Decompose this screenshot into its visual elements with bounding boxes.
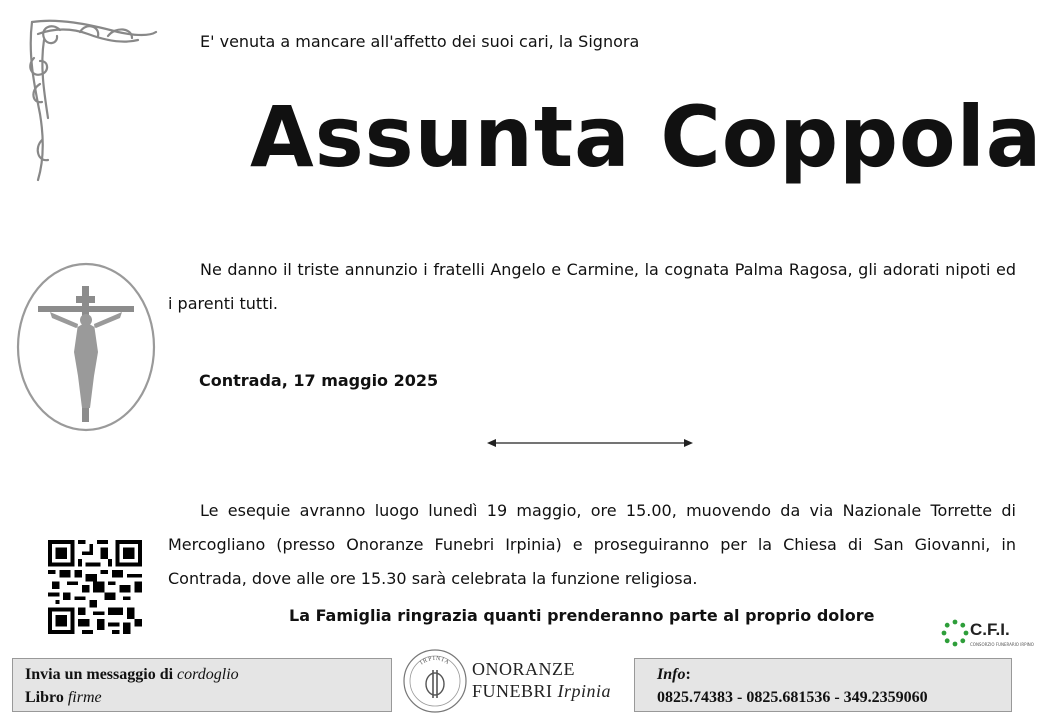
divider-arrow (486, 435, 694, 451)
condolence-link[interactable]: Invia un messaggio di cordoglio (25, 666, 239, 683)
cfi-text: C.F.I. (970, 620, 1010, 639)
qr-code-icon[interactable] (48, 540, 142, 634)
corner-ornament (18, 14, 160, 186)
thanks-text: La Famiglia ringrazia quanti prenderanno parte al proprio dolore (289, 606, 875, 625)
announcement-text: Ne danno il triste annunzio i fratelli Angelo e Carmine, la cognata Palma Ragosa, gli adorati nipoti ed i parenti tutti. (168, 260, 1016, 313)
crucifix-icon (16, 262, 156, 432)
deceased-name: Assunta Coppola (250, 88, 1042, 186)
funeral-details: Le esequie avranno luogo lunedì 19 maggio, ore 15.00, muovendo da via Nazionale Torrette di Mercogliano (presso Onoranze Funebri Irpinia) e proseguiranno per la Chiesa di San Giovanni, in Contrada, dove alle ore 15.30 sarà celebrata la funzione religiosa. (168, 501, 1016, 588)
info-box (634, 658, 1012, 712)
phone-numbers[interactable]: 0825.74383 - 0825.681536 - 349.2359060 (657, 689, 928, 706)
place-date: Contrada, 17 maggio 2025 (199, 371, 439, 390)
funeral-home-name: ONORANZE FUNEBRI Irpinia (472, 659, 612, 701)
intro-text: E' venuta a mancare all'affetto dei suoi cari, la Signora (200, 32, 640, 51)
cfi-subtext: CONSORZIO FUNERARIO IRPINO (970, 642, 1034, 647)
funeral-home-logo-icon (402, 648, 468, 714)
guestbook-link[interactable]: Libro firme (25, 689, 102, 706)
cfi-badge (940, 618, 1034, 652)
info-label: Info: (657, 666, 691, 683)
svg-text:IRPINIA: IRPINIA (419, 655, 451, 667)
cfi-ring-icon (940, 618, 970, 648)
condolence-box[interactable] (12, 658, 392, 712)
